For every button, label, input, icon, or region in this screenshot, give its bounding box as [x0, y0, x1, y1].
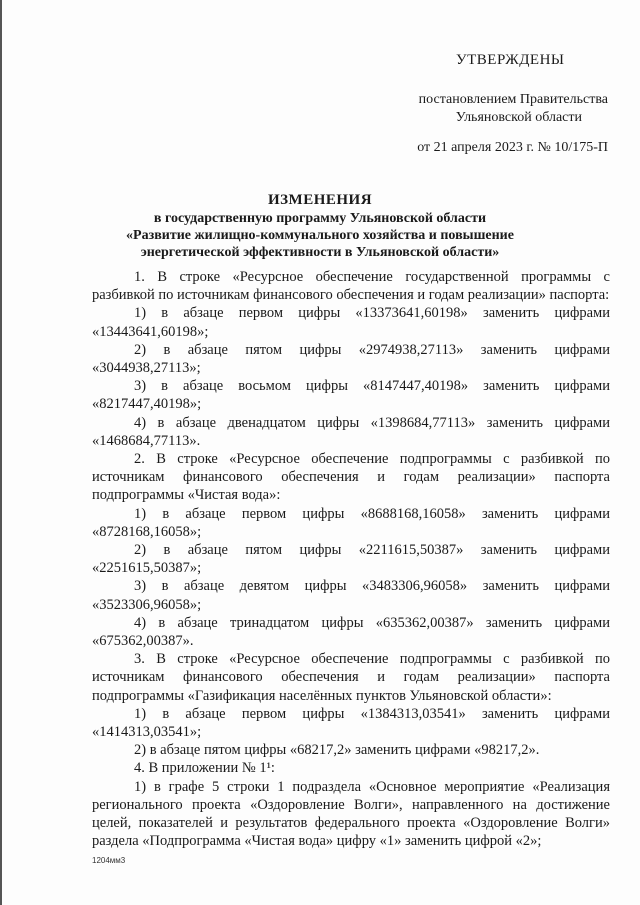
paragraph: 2) в абзаце пятом цифры «2211615,50387» заменить цифрами «2251615,50387»;	[92, 542, 610, 577]
approval-line-1: постановлением Правительства	[418, 92, 608, 107]
paragraph: 2) в абзаце пятом цифры «2974938,27113» заменить цифрами «3044938,27113»;	[92, 341, 610, 377]
document-body	[92, 268, 610, 851]
paragraph: 3) в абзаце девятом цифры «3483306,96058» заменить цифрами «3523306,96058»;	[92, 578, 610, 613]
paragraph: 1. В строке «Ресурсное обеспечение государственной программы с разбивкой по источникам финансового обеспечения и годам реализации» паспорта:	[92, 269, 610, 304]
paragraph: 1) в графе 5 строки 1 подраздела «Основное мероприятие «Реализация регионального проекта «Оздоровление Волги», направленного на достижение целей, показателей и результатов федерального проекта «Оздоровление Волги» раздела «Подпрограмма «Чистая вода» цифру «1» заменить цифрой «2»;	[92, 778, 610, 850]
paragraph: 1) в абзаце первом цифры «8688168,16058» заменить цифрами «8728168,16058»;	[92, 505, 610, 540]
approval-line-2: Ульяновской области	[455, 110, 582, 125]
document-subtitle-2: «Развитие жилищно-коммунального хозяйства и повышение	[126, 228, 514, 243]
document-title: ИЗМЕНЕНИЯ	[267, 192, 373, 208]
approval-date: от 21 апреля 2023 г. № 10/175-П	[417, 140, 608, 155]
paragraph: 1) в абзаце первом цифры «13373641,60198» заменить цифрами «13443641,60198»;	[92, 305, 610, 340]
approval-heading: УТВЕРЖДЕНЫ	[456, 52, 565, 68]
paragraph: 2) в абзаце пятом цифры «68217,2» заменить цифрами «98217,2».	[134, 742, 540, 759]
paragraph: 4) в абзаце двенадцатом цифры «1398684,77113» заменить цифрами «1468684,77113».	[92, 414, 610, 449]
paragraph: 3. В строке «Ресурсное обеспечение подпрограммы с разбивкой по источникам финансового обеспечения и годам реализации» паспорта подпрограммы «Газификация населённых пунктов Ульяновской области»:	[92, 651, 610, 704]
paragraph: 4. В приложении № 1¹:	[134, 760, 275, 777]
paragraph: 2. В строке «Ресурсное обеспечение подпрограммы с разбивкой по источникам финансового обеспечения и годам реализации» паспорта подпрограммы «Чистая вода»:	[92, 451, 610, 504]
document-subtitle-3: энергетической эффективности в Ульяновской области»	[140, 245, 500, 260]
document-subtitle-1: в государственную программу Ульяновской области	[153, 211, 487, 226]
paragraph: 4) в абзаце тринадцатом цифры «635362,00387» заменить цифрами «675362,00387».	[92, 614, 610, 650]
paragraph: 1) в абзаце первом цифры «1384313,03541» заменить цифрами «1414313,03541»;	[92, 705, 610, 741]
document-code: 1204мм3	[92, 856, 126, 865]
scan-edge	[0, 0, 2, 905]
paragraph: 3) в абзаце восьмом цифры «8147447,40198» заменить цифрами «8217447,40198»;	[92, 378, 610, 413]
